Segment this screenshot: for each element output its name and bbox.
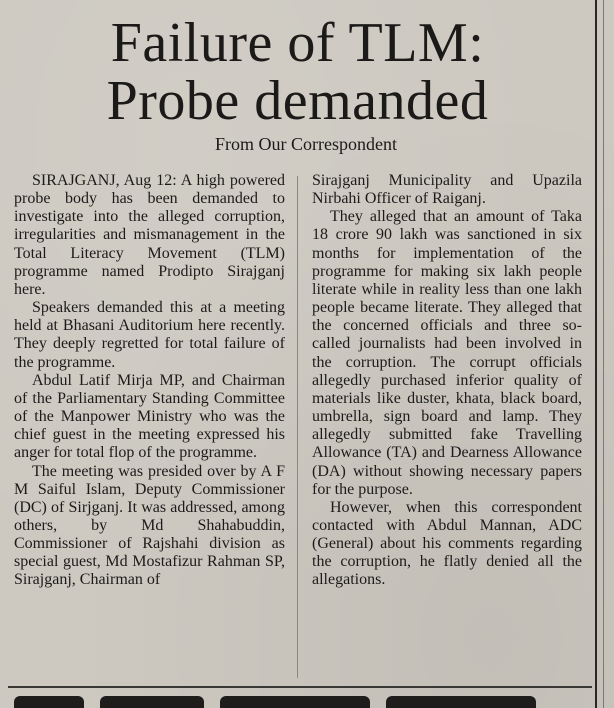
headline [0,14,595,130]
bottom-divider [8,686,592,688]
headline-line-2: Probe demanded [106,70,489,132]
paragraph: The meeting was presided over by A F M Saiful Islam, Deputy Commissioner (DC) of Sirjganj. It was addressed, among others, by Md Shahabuddin, Commissioner of Rajshahi division as special guest, Md Mostafizur Rahman SP, Sirajganj, Chairman of [14,462,285,589]
column-border-rule [595,0,597,708]
byline: From Our Correspondent [215,134,397,154]
article-column-left [14,172,285,590]
article-column-right [312,172,582,590]
paragraph: Sirajganj Municipality and Upazila Nirbahi Officer of Raiganj. [312,172,582,208]
next-headline-cutoff [14,694,594,708]
paragraph: They alleged that an amount of Taka 18 crore 90 lakh was sanctioned in six months for implementation of the programme for making six lakh people literate while in reality less than one lakh people became literate. They alleged that the concerned officials and three so-called journalists had been involved in the corruption. The corrupt officials allegedly purchased inferior quality of materials like duster, khata, black board, umbrella, sign board and lamp. They allegedly submitted fake Travelling Allowance (TA) and Dearness Allowance (DA) without showing necessary papers for the purpose. [312,208,582,498]
paragraph: SIRAJGANJ, Aug 12: A high powered probe body has been demanded to investigate into the alleged corruption, irregularities and mismanagement in the Total Literacy Movement (TLM) programme named Prodipto Sirajganj here. [14,172,285,298]
column-divider [297,176,298,678]
paragraph: Speakers demanded this at a meeting held at Bhasani Auditorium here recently. They deeply regretted for total failure of the programme. [14,299,285,371]
column-border-rule-secondary [603,0,604,708]
paragraph: However, when this correspondent contacted with Abdul Mannan, ADC (General) about his comments regarding the corruption, he flatly denied all the allegations. [312,498,582,589]
headline-line-1: Failure of TLM: [110,12,485,74]
paragraph: Abdul Latif Mirja MP, and Chairman of the Parliamentary Standing Committee of the Manpower Ministry who was the chief guest in the meeting expressed his anger for total flop of the programme. [14,371,285,462]
